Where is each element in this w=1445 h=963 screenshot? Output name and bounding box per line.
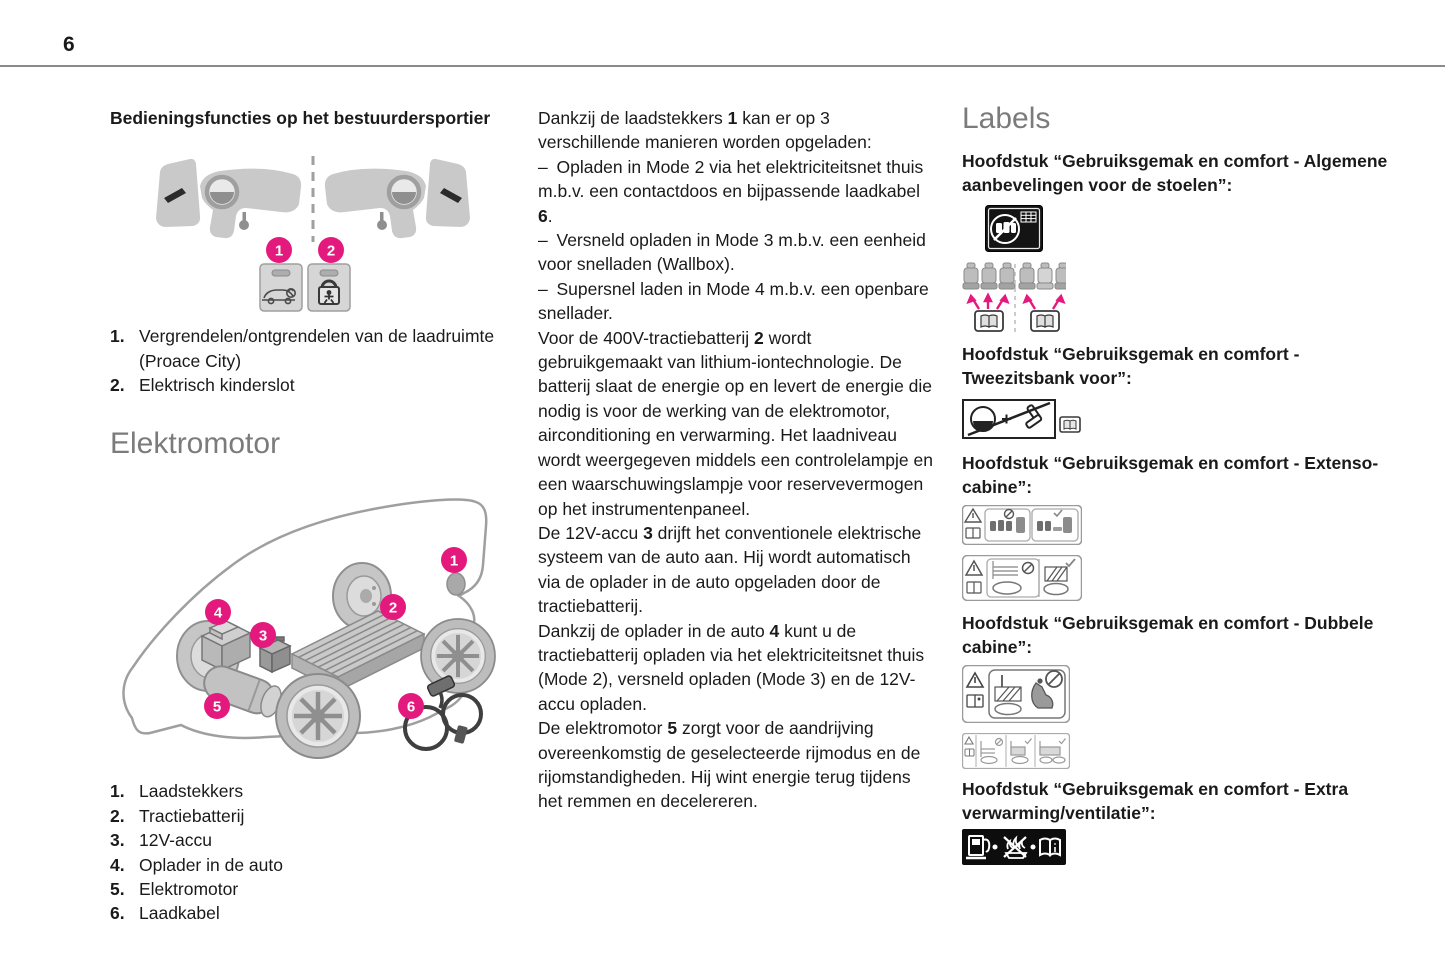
- svg-text:5: 5: [212, 698, 222, 716]
- badge-2: [318, 237, 344, 263]
- svg-text:1: 1: [449, 552, 459, 570]
- section2-list: [110, 779, 525, 925]
- right-column: [962, 102, 1392, 865]
- svg-text:6: 6: [406, 698, 416, 716]
- labels-section-heading: Hoofdstuk “Gebruiksgemak en comfort - Algemene aanbevelingen voor de stoelen”:: [962, 151, 1388, 196]
- hatched-load: [1045, 567, 1067, 581]
- header-rule: [0, 65, 1445, 67]
- svg-text:3: 3: [258, 627, 268, 645]
- open-book-icon: [1060, 417, 1080, 432]
- open-book-icon: [981, 315, 997, 327]
- badge-2: [380, 594, 406, 620]
- list-item: 4. Oplader in de auto: [110, 854, 283, 875]
- driver-door-controls-figure: [148, 146, 478, 316]
- list-item: 6. Laadkabel: [110, 903, 220, 924]
- charge-port-illustration: [447, 573, 465, 595]
- section1-list: [110, 324, 525, 397]
- paragraph: De 12V-accu 3 drijft het conventionele elektrische systeem van de auto aan. Hij wordt automatisch via de oplader in de auto opgeladen door de tractiebatterij.: [538, 522, 922, 617]
- paragraph: – Supersnel laden in Mode 4 m.b.v. een openbare snellader.: [538, 278, 929, 324]
- paragraph: – Opladen in Mode 2 via het elektriciteitsnet thuis m.b.v. een contactdoos en bijpassende laadkabel 6.: [538, 156, 924, 226]
- list-item: 2. Tractiebatterij: [110, 805, 245, 826]
- section2-heading: Elektromotor: [110, 427, 281, 461]
- left-cab-illustration: [156, 159, 301, 238]
- paragraph: Dankzij de oplader in de auto 4 kunt u de tractiebatterij opladen via het elektriciteitsnet thuis (Mode 2), versneld opladen (Mode 3) en de 12V-accu opladen.: [538, 620, 925, 714]
- badge-1: [441, 547, 467, 573]
- right-cab-illustration: [325, 159, 470, 238]
- svg-text:2: 2: [388, 599, 398, 617]
- section1-heading: Bedieningsfuncties op het bestuurdersportier: [110, 108, 491, 128]
- paragraph: De elektromotor 5 zorgt voor de aandrijving overeenkomstig de geselecteerde rijmodus en de rijomstandigheden. Hij wint energie terug tijdens het remmen en decelereren.: [538, 718, 921, 812]
- labels-section-heading: Hoofdstuk “Gebruiksgemak en comfort - Tweezitsbank voor”:: [962, 344, 1300, 389]
- list-item: 1. Laadstekkers: [110, 781, 244, 802]
- extenso-load-pictogram: [962, 555, 1082, 601]
- labels-section-heading: Hoofdstuk “Gebruiksgemak en comfort - Extra verwarming/ventilatie”:: [962, 779, 1349, 824]
- labels-heading: Labels: [962, 102, 1051, 135]
- near-front-wheel: [276, 674, 360, 758]
- double-cab-pictogram: [962, 665, 1070, 723]
- list-item: 2. Elektrisch kinderslot: [110, 374, 295, 395]
- svg-text:2: 2: [326, 242, 336, 260]
- child-lock-button: [308, 264, 350, 311]
- near-rear-wheel: [421, 619, 495, 693]
- left-column: [110, 106, 525, 926]
- paragraph: Voor de 400V-tractiebatterij 2 wordt gebruikgemaakt van lithium-iontechnologie. De batterij slaat de energie op en levert de energie die nodig is voor de werking van de elektromotor, airconditioning en verwarming. Het laadniveau wordt weergegeven middels een controlelampje en een waarschuwingslampje voor reservevermogen op het instrumentenpaneel.: [538, 327, 933, 519]
- hatched-load: [995, 687, 1021, 701]
- list-item: 3. 12V-accu: [110, 830, 212, 851]
- left-seat-group: [963, 263, 1015, 331]
- seats-see-manual-illustration: [962, 262, 1066, 336]
- list-item: 5. Elektromotor: [110, 878, 239, 899]
- open-book-icon: [1037, 315, 1053, 327]
- badge-3: [250, 622, 276, 648]
- no-seat-at-wheel-pictogram: [962, 399, 1082, 441]
- svg-text:4: 4: [213, 604, 223, 622]
- labels-section-heading: Hoofdstuk “Gebruiksgemak en comfort - Dubbele cabine”:: [962, 612, 1374, 657]
- fuel-heater-manual-label-icon: [962, 829, 1066, 865]
- badge-5: [204, 693, 230, 719]
- electric-drivetrain-figure: [110, 476, 510, 771]
- page-number: 6: [63, 33, 75, 56]
- svg-text:1: 1: [274, 242, 284, 260]
- middle-column: [538, 106, 936, 814]
- right-seat-group: [1019, 263, 1066, 331]
- list-item: 1. Vergrendelen/ontgrendelen van de laadruimte (Proace City): [110, 326, 495, 371]
- extenso-seats-pictogram: [962, 505, 1082, 545]
- badge-6: [398, 693, 424, 719]
- paragraph: – Versneld opladen in Mode 3 m.b.v. een eenheid voor snelladen (Wallbox).: [538, 230, 926, 275]
- labels-section-heading: Hoofdstuk “Gebruiksgemak en comfort - Extenso-cabine”:: [962, 452, 1379, 497]
- seat-warning-label-icon: [985, 205, 1043, 252]
- badge-1: [266, 237, 292, 263]
- cargo-lock-button: [260, 264, 302, 311]
- paragraph: Dankzij de laadstekkers 1 kan er op 3 verschillende manieren worden opgeladen:: [538, 108, 872, 153]
- badge-4: [205, 599, 231, 625]
- double-cab-small-pictogram: [962, 733, 1070, 769]
